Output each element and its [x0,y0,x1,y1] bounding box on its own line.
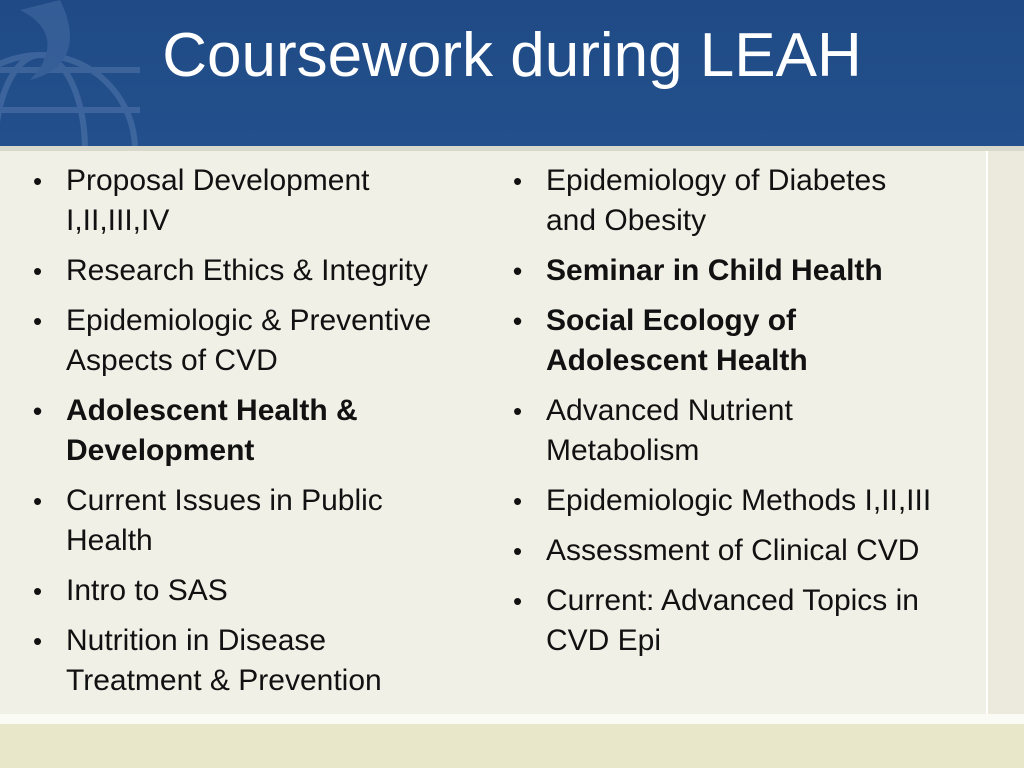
footer-divider [0,714,1024,724]
left-course-list [28,161,488,711]
course-name: • Epidemiologic & Preventive Aspects of CVD [66,304,432,377]
course-name: • Intro to SAS [66,574,228,607]
course-name: • Epidemiologic Methods I,II,III [546,484,932,517]
course-name: • Epidemiology of Diabetes and Obesity [546,164,887,237]
course-name: • Social Ecology of Adolescent Health [546,304,808,377]
list-item [28,251,488,291]
list-item [28,481,488,561]
footer-bar [0,724,1024,768]
list-item [508,481,984,521]
list-item [508,581,984,661]
course-name: • Adolescent Health & Development [66,394,358,467]
course-name: • Assessment of Clinical CVD [546,534,920,567]
list-item [508,301,984,381]
slide-title: Coursework during LEAH [162,21,862,90]
course-name: • Current: Advanced Topics in CVD Epi [546,584,919,657]
course-name: • Proposal Development I,II,III,IV [66,164,370,237]
list-item [508,531,984,571]
right-course-list [508,161,984,671]
list-item [508,251,984,291]
list-item [28,621,488,701]
title-banner [0,0,1024,146]
list-item [28,301,488,381]
list-item [28,161,488,241]
course-name: • Research Ethics & Integrity [66,254,428,287]
course-name: • Current Issues in Public Health [66,484,383,557]
list-item [508,161,984,241]
course-name: • Nutrition in Disease Treatment & Prevention [66,624,382,697]
right-margin-strip [988,151,1024,714]
list-item [28,571,488,611]
list-item [28,391,488,471]
course-name: • Advanced Nutrient Metabolism [546,394,793,467]
list-item [508,391,984,471]
course-name: • Seminar in Child Health [546,254,883,287]
